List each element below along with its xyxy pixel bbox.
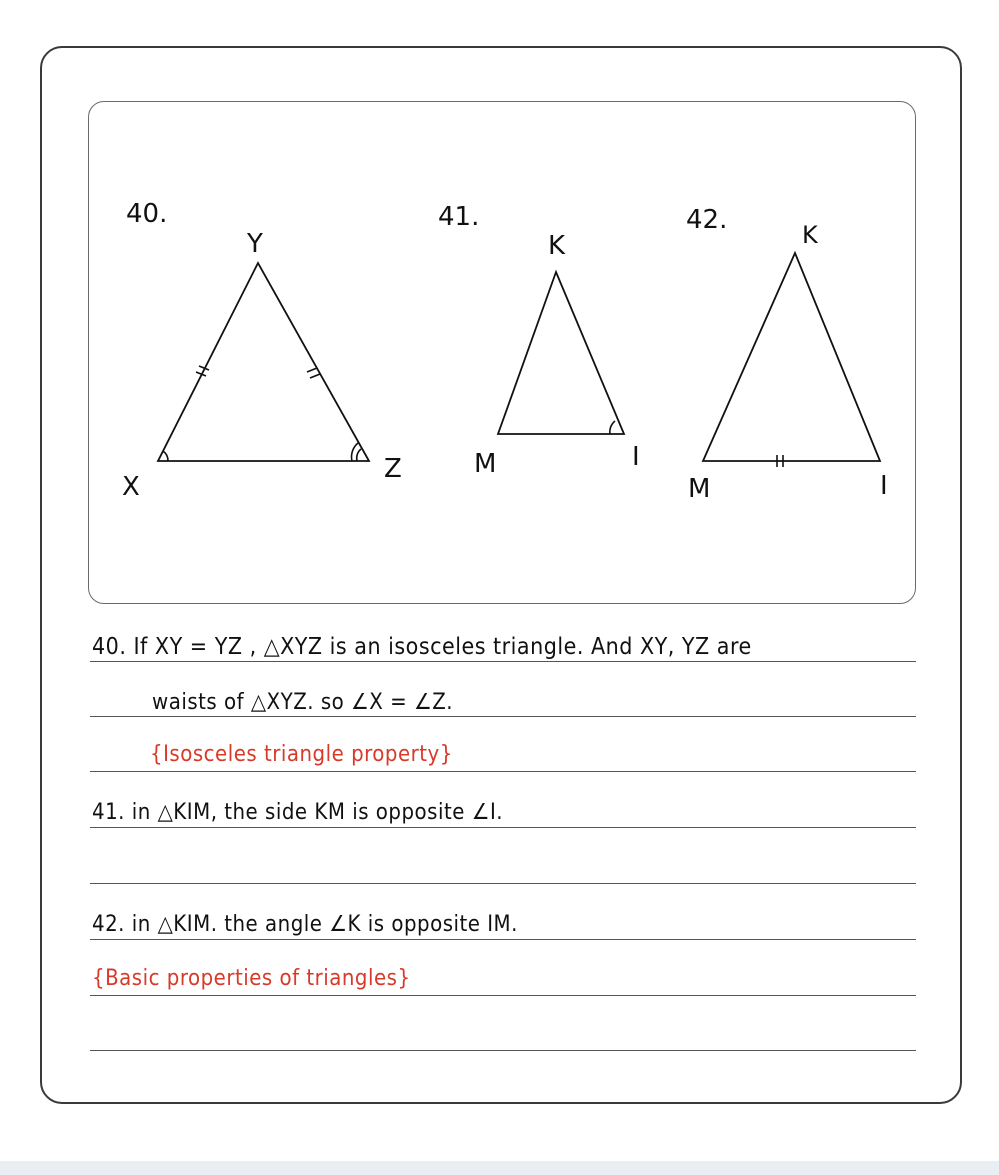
triangle-xyz bbox=[158, 263, 369, 461]
figure-42-number: 42. bbox=[686, 205, 728, 235]
tick-mark bbox=[310, 374, 320, 378]
answer-40-line-1: 40. If XY = YZ , △XYZ is an isosceles triangle. And XY, YZ are bbox=[92, 634, 752, 660]
answer-42-line-1: 42. in △KIM. the angle ∠K is opposite IM. bbox=[92, 912, 518, 937]
figure-40-vertex-left: X bbox=[122, 472, 140, 502]
figure-42-vertex-left: M bbox=[688, 474, 711, 504]
figure-40 bbox=[122, 199, 402, 502]
angle-arc-x bbox=[163, 451, 168, 461]
ruled-line bbox=[90, 716, 916, 717]
ruled-line bbox=[90, 661, 916, 662]
ruled-line bbox=[90, 1050, 916, 1051]
ruled-line bbox=[90, 883, 916, 884]
figure-40-number: 40. bbox=[126, 199, 168, 229]
figure-41-vertex-right: I bbox=[632, 442, 640, 472]
answer-40-reason: {Isosceles triangle property} bbox=[150, 742, 453, 767]
angle-arc-z-inner bbox=[357, 449, 361, 461]
figure-41-number: 41. bbox=[438, 202, 480, 232]
triangle-kim-42 bbox=[703, 253, 880, 461]
ruled-line bbox=[90, 995, 916, 996]
figure-42 bbox=[686, 205, 888, 504]
tick-mark bbox=[307, 368, 317, 372]
ruled-line bbox=[90, 771, 916, 772]
figure-41 bbox=[438, 202, 640, 479]
answer-40-line-2: waists of △XYZ. so ∠X = ∠Z. bbox=[152, 690, 454, 715]
figure-41-vertex-left: M bbox=[474, 449, 497, 479]
angle-arc-i bbox=[610, 421, 615, 434]
figure-40-vertex-right: Z bbox=[384, 454, 402, 484]
ruled-line bbox=[90, 827, 916, 828]
figure-40-vertex-top: Y bbox=[247, 229, 263, 259]
answer-41-line-1: 41. in △KIM, the side KM is opposite ∠I. bbox=[92, 800, 504, 825]
figure-42-vertex-top: K bbox=[802, 221, 818, 249]
ruled-line bbox=[90, 939, 916, 940]
figure-41-vertex-top: K bbox=[548, 231, 566, 261]
triangle-kim-41 bbox=[498, 272, 624, 434]
figure-42-vertex-right: I bbox=[880, 471, 888, 501]
answer-42-reason: {Basic properties of triangles} bbox=[92, 966, 411, 991]
